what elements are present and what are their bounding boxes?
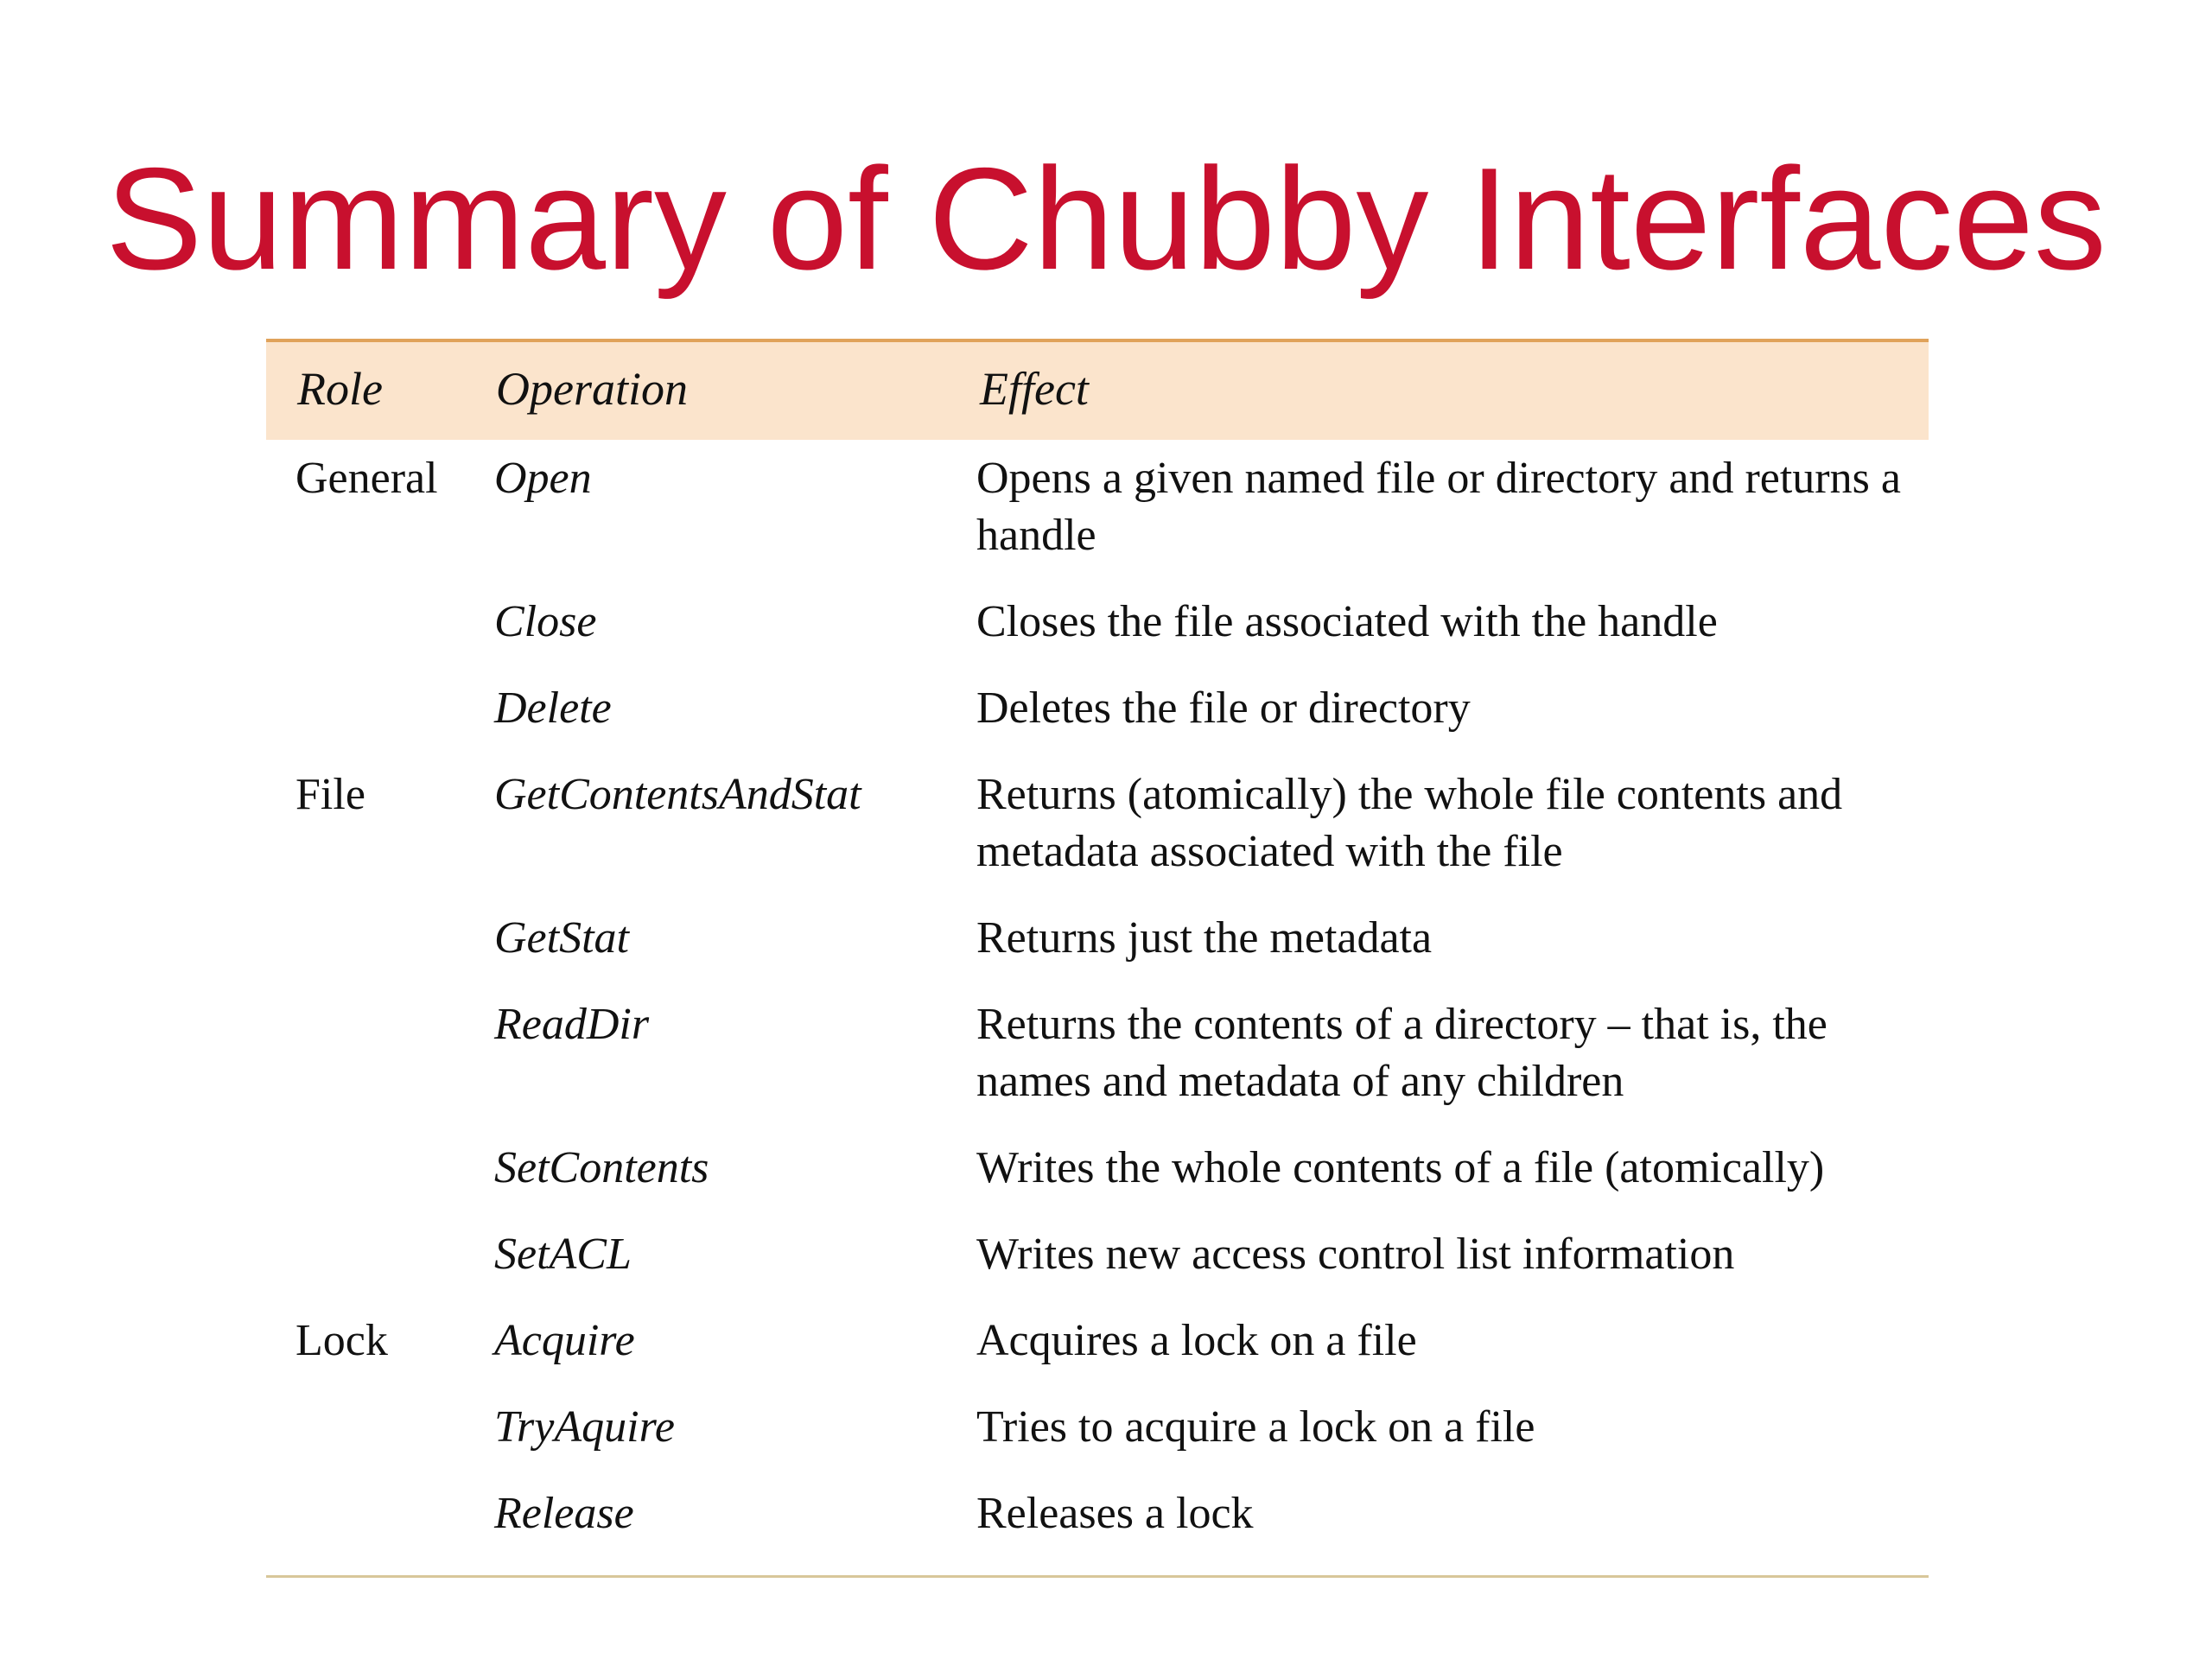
table-header-row — [266, 342, 1929, 440]
effect-cell: Tries to acquire a lock on a file — [976, 1402, 1535, 1452]
header-role: Role — [266, 342, 494, 440]
table-row — [266, 737, 1929, 880]
table-row — [266, 651, 1929, 737]
operation-cell: SetACL — [494, 1230, 632, 1279]
effect-cell: Releases a lock — [976, 1489, 1254, 1538]
header-effect: Effect — [976, 342, 1929, 440]
operation-cell: GetStat — [494, 913, 629, 963]
effect-cell: Returns the contents of a directory – that is, the names and metadata of any children — [976, 1000, 1827, 1106]
table-row — [266, 1370, 1929, 1456]
table-row — [266, 967, 1929, 1110]
table-row — [266, 564, 1929, 651]
effect-cell: Deletes the file or directory — [976, 683, 1471, 733]
operation-cell: Acquire — [494, 1316, 635, 1365]
interfaces-table — [266, 342, 1929, 1542]
effect-cell: Returns (atomically) the whole file contents and metadata associated with the file — [976, 770, 1843, 876]
operation-cell: Release — [494, 1489, 634, 1538]
role-cell — [266, 1110, 494, 1197]
role-cell — [266, 967, 494, 1110]
effect-cell: Writes the whole contents of a file (atomically) — [976, 1143, 1825, 1192]
effect-cell: Acquires a lock on a file — [976, 1316, 1417, 1365]
operation-cell: Delete — [494, 683, 612, 733]
operation-cell: TryAquire — [494, 1402, 675, 1452]
role-cell — [266, 651, 494, 737]
role-cell — [266, 880, 494, 967]
operation-cell: SetContents — [494, 1143, 709, 1192]
role-cell — [266, 1197, 494, 1283]
effect-cell: Opens a given named file or directory and returns a handle — [976, 454, 1901, 560]
role-cell — [266, 564, 494, 651]
table-row — [266, 1110, 1929, 1197]
effect-cell: Returns just the metadata — [976, 913, 1433, 963]
table-row — [266, 1197, 1929, 1283]
header-operation: Operation — [494, 342, 976, 440]
operation-cell: Close — [494, 597, 597, 646]
role-cell — [266, 1456, 494, 1542]
slide-title: Summary of Chubby Interfaces — [105, 137, 2107, 300]
operation-cell: GetContentsAndStat — [494, 770, 861, 819]
table-bottom-rule — [266, 1575, 1929, 1578]
operation-cell: Open — [494, 454, 592, 503]
table-row — [266, 880, 1929, 967]
effect-cell: Closes the file associated with the handle — [976, 597, 1718, 646]
table-row — [266, 1283, 1929, 1370]
table-row — [266, 440, 1929, 564]
role-cell: File — [296, 770, 365, 819]
role-cell: General — [296, 454, 438, 503]
role-cell: Lock — [296, 1316, 388, 1365]
role-cell — [266, 1370, 494, 1456]
effect-cell: Writes new access control list information — [976, 1230, 1735, 1279]
operation-cell: ReadDir — [494, 1000, 650, 1049]
table-row — [266, 1456, 1929, 1542]
interfaces-table-container — [266, 339, 1929, 1578]
